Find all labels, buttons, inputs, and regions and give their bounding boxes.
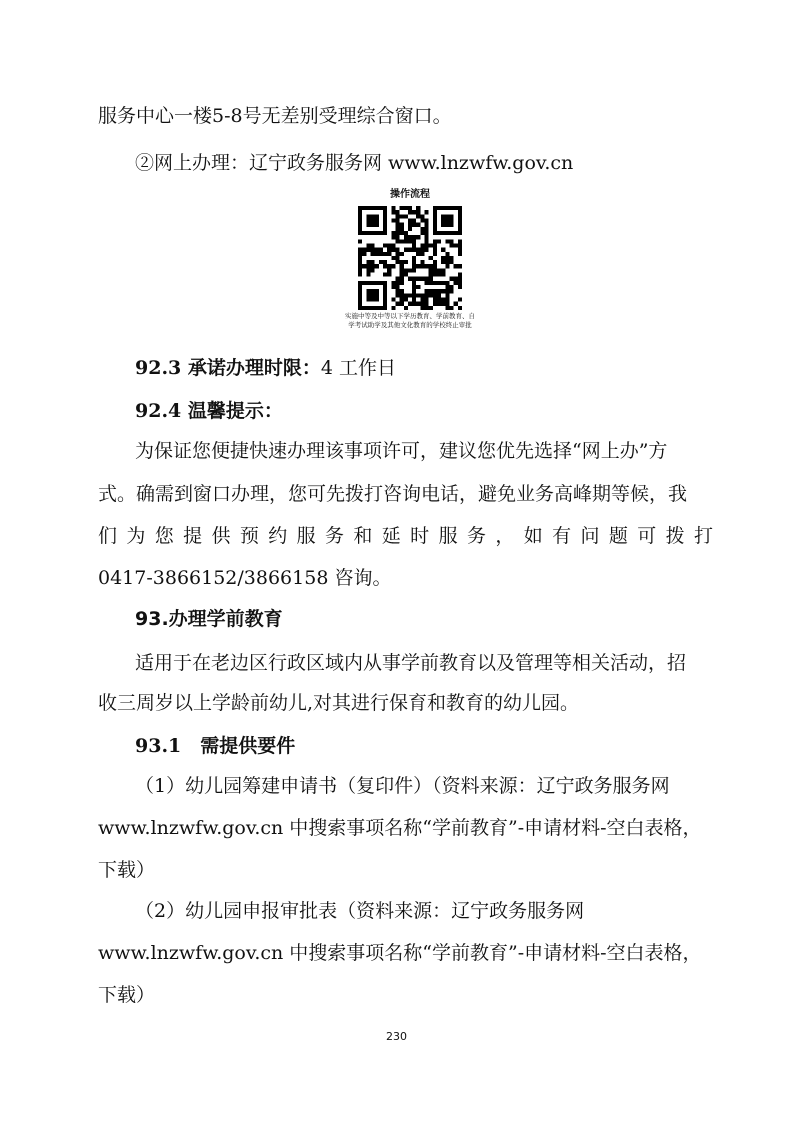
para-1: 为保证您便捷快速办理该事项许可，建议您优先选择“网上办”方 <box>135 440 668 462</box>
qr-title: 操作流程 <box>390 189 430 200</box>
page-number: 230 <box>386 1030 407 1043</box>
qr-block <box>330 188 490 330</box>
heading-93-1: 93.1 需提供要件 <box>135 735 296 757</box>
line-1: 服务中心一楼5-8号无差别受理综合窗口。 <box>98 105 452 127</box>
qr-caption-1: 实施中等及中等以下学历教育、学前教育、自 <box>345 312 475 320</box>
item-2-line-2: www.lnzwfw.gov.cn 中搜索事项名称“学前教育”-申请材料-空白表格， <box>98 942 702 964</box>
item-2-line-1: （2）幼儿园申报审批表（资料来源：辽宁政务服务网 <box>135 900 585 922</box>
para-2: 式。确需到窗口办理，您可先拨打咨询电话，避免业务高峰期等候，我 <box>98 483 688 505</box>
line-2: ②网上办理：辽宁政务服务网 www.lnzwfw.gov.cn <box>135 152 574 174</box>
item-1-line-1: （1）幼儿园筹建申请书（复印件）（资料来源：辽宁政务服务网 <box>135 775 670 797</box>
qr-caption-2: 学考试助学及其他文化教育的学校终止审批 <box>348 321 472 329</box>
heading-92-4: 92.4 温馨提示： <box>135 400 283 422</box>
heading-92-3-value: 4 工作日 <box>320 357 397 379</box>
para-5: 适用于在老边区行政区域内从事学前教育以及管理等相关活动，招 <box>135 652 687 674</box>
item-1-line-2: www.lnzwfw.gov.cn 中搜索事项名称“学前教育”-申请材料-空白表格， <box>98 817 702 839</box>
item-2-line-3: 下载） <box>98 984 156 1006</box>
heading-92-3 <box>135 355 396 381</box>
para-3: 们为您提供预约服务和延时服务，如有问题可拨打 <box>98 525 713 547</box>
heading-93: 93.办理学前教育 <box>135 608 283 630</box>
heading-92-3-label: 92.3 承诺办理时限： <box>135 357 321 379</box>
item-1-line-3: 下载） <box>98 859 156 881</box>
para-6: 收三周岁以上学龄前幼儿,对其进行保育和教育的幼儿园。 <box>98 692 580 714</box>
qr-code-image <box>358 206 462 310</box>
para-4: 0417-3866152/3866158 咨询。 <box>98 567 392 589</box>
